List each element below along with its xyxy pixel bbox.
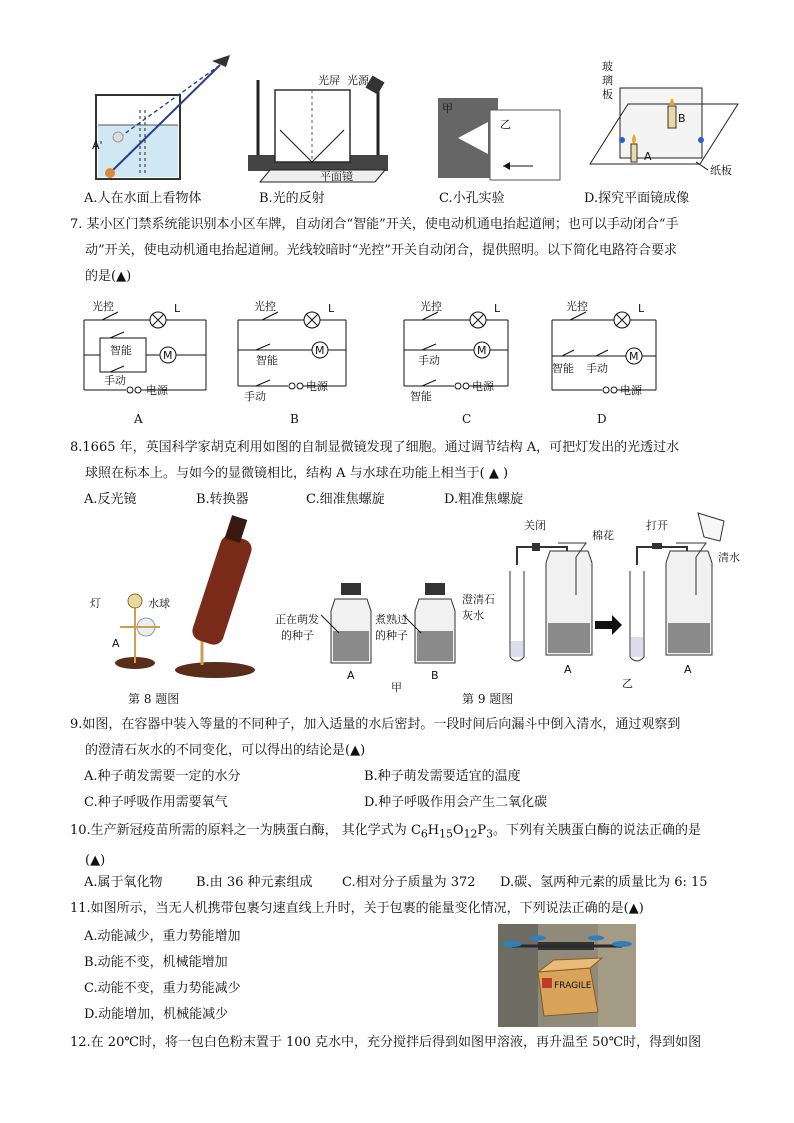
label-lime-1: 澄清石	[462, 593, 495, 606]
label-mirror: 平面镜	[320, 170, 353, 183]
q9-options-row-1	[84, 764, 521, 790]
label-a-jia: A	[347, 669, 355, 682]
label-l-c: L	[494, 302, 501, 315]
figure-drone-package	[498, 924, 636, 1027]
q10-option-c: C.相对分子质量为 372	[342, 875, 476, 890]
circuit-c	[402, 298, 532, 408]
label-lamp: 灯	[90, 597, 101, 610]
label-screen: 光屏	[318, 74, 340, 87]
q7-option-a: A	[134, 412, 143, 426]
label-glass-3: 板	[602, 88, 613, 101]
q10-o: O	[452, 823, 464, 838]
q10-options	[84, 870, 708, 896]
figure-seeds-jia	[275, 575, 490, 695]
circuit-a	[82, 298, 212, 398]
label-water-ball: 水球	[148, 597, 170, 610]
label-yi-fig9: 乙	[622, 677, 633, 690]
label-m-d: M	[629, 350, 639, 363]
fig9-caption: 第 9 题图	[462, 692, 514, 706]
q8-option-a: A.反光镜	[84, 492, 137, 507]
q7-option-b: B	[290, 412, 299, 426]
figure-plane-mirror	[588, 60, 753, 185]
label-smart-b: 智能	[256, 354, 278, 367]
label-fragile: FRAGILE	[554, 981, 592, 991]
label-germinating-2: 的种子	[281, 629, 314, 642]
label-power-c: 电源	[472, 380, 494, 393]
label-jia: 甲	[442, 102, 453, 115]
q10-option-a: A.属于氧化物	[84, 875, 163, 890]
q9-option-c: C.种子呼吸作用需要氧气	[84, 795, 228, 810]
label-source: 光源	[347, 74, 369, 87]
q8-option-c: C.细准焦螺旋	[306, 492, 385, 507]
label-manual-d: 手动	[586, 362, 608, 375]
q10-p: P	[477, 823, 487, 838]
q9-text-2: 的澄清石灰水的不同变化，可以得出的结论是(▲)	[85, 743, 366, 758]
label-paper: 纸板	[710, 164, 732, 177]
q11-option-c: C.动能不变，重力势能减少	[84, 981, 241, 996]
q7-option-c: C	[462, 412, 472, 426]
label-water: 清水	[718, 551, 740, 564]
label-power-a: 电源	[146, 384, 168, 397]
q10-option-d: D.碳、氢两种元素的质量比为 6: 15	[500, 875, 708, 890]
q7-text-3: 的是(▲)	[85, 269, 132, 284]
label-a-yi-2: A	[684, 663, 692, 676]
q10-sub-p: 3	[486, 827, 493, 841]
question-8	[70, 435, 730, 487]
label-m-b: M	[315, 344, 325, 357]
question-10	[70, 818, 730, 874]
q8-option-d: D.粗准焦螺旋	[444, 492, 524, 507]
q9-option-a: A.种子萌发需要一定的水分	[84, 769, 241, 784]
label-open: 打开	[646, 519, 668, 532]
question-7	[70, 212, 730, 290]
q10-option-b: B.由 36 种元素组成	[196, 875, 313, 890]
label-light-a: 光控	[92, 300, 114, 313]
q9-option-d: D.种子呼吸作用会产生二氧化碳	[364, 795, 548, 810]
question-12	[70, 1030, 730, 1056]
q6-option-b: B.光的反射	[259, 191, 325, 206]
label-manual-c: 手动	[418, 354, 440, 367]
q10-sub-o: 12	[463, 827, 478, 841]
q7-text-2: 动”开关，使电动机通电抬起道闸。光线较暗时“光控”开关自动闭合，提供照明。以下简化电路符合要求	[85, 243, 677, 258]
fig8-caption: 第 8 题图	[128, 692, 180, 706]
q10-sub-h: 15	[439, 827, 453, 841]
label-l-d: L	[638, 302, 645, 315]
label-smart-a: 智能	[110, 344, 132, 357]
q10-text-2: (▲)	[85, 852, 106, 868]
label-boiled-2: 的种子	[375, 629, 408, 642]
q12-text-1: 12.在 20℃时，将一包白色粉末置于 100 克水中，充分搅拌后得到如图甲溶液，再升温至 50℃时，得到如图	[70, 1035, 702, 1050]
q9-options-row-2	[84, 790, 547, 816]
q9-text-1: 9.如图，在容器中装入等量的不同种子，加入适量的水后密封。一段时间后向漏斗中倒入清水，通过观察到	[70, 717, 681, 732]
label-yi: 乙	[500, 118, 511, 131]
question-11	[70, 896, 730, 922]
label-manual-b: 手动	[244, 390, 266, 403]
figure-water-observation	[90, 55, 240, 185]
label-smart-c: 智能	[410, 390, 432, 403]
q6-option-c: C.小孔实验	[439, 191, 505, 206]
label-glass-1: 玻	[602, 60, 613, 73]
label-germinating-1: 正在萌发	[275, 613, 319, 626]
label-m-a: M	[163, 349, 173, 362]
label-m-c: M	[477, 344, 487, 357]
q8-options	[84, 487, 523, 513]
q9-option-b: B.种子萌发需要适宜的温度	[364, 769, 521, 784]
label-smart-d: 智能	[552, 362, 574, 375]
figure-light-reflection	[240, 60, 400, 185]
label-jia-fig9: 甲	[391, 681, 402, 694]
label-a: A	[644, 150, 652, 163]
q11-option-d: D.动能增加，机械能减少	[84, 1007, 229, 1022]
q11-text-1: 11.如图所示，当无人机携带包裹匀速直线上升时，关于包裹的能量变化情况，下列说法正确的是(▲)	[70, 901, 644, 916]
q8-text-2: 球照在标本上。与如今的显微镜相比，结构 A 与水球在功能上相当于( ▲ )	[85, 466, 509, 481]
label-light-b: 光控	[254, 300, 276, 313]
label-manual-a: 手动	[104, 374, 126, 387]
q10-sub-c: 6	[420, 827, 428, 841]
q7-text-1: 7. 某小区门禁系统能识别本小区车牌，自动闭合“智能”开关，使电动机通电抬起道闸；也可以手动闭合“手	[70, 217, 679, 232]
label-a-prime: A'	[92, 139, 103, 152]
label-l-a: L	[174, 302, 181, 315]
circuit-b	[236, 298, 366, 408]
figure-pinhole	[438, 98, 568, 188]
q6-option-a: A.人在水面上看物体	[84, 191, 202, 206]
q6-option-d: D.探究平面镜成像	[584, 191, 690, 206]
label-boiled-1: 煮熟过	[375, 613, 408, 626]
label-glass-2: 璃	[602, 74, 613, 87]
label-b-jia: B	[431, 669, 439, 682]
label-structure-a: A	[112, 637, 120, 650]
q10-h: H	[427, 823, 440, 838]
q11-option-a: A.动能减少，重力势能增加	[84, 929, 241, 944]
label-b: B	[678, 112, 686, 125]
figure-seeds-yi	[462, 505, 740, 690]
label-light-c: 光控	[420, 300, 442, 313]
q7-option-d: D	[597, 412, 607, 426]
q10-text-pre: 10.生产新冠疫苗所需的原料之一为胰蛋白酶， 其化学式为 C	[70, 823, 421, 838]
label-power-b: 电源	[306, 380, 328, 393]
figure-hooke-microscope	[90, 515, 280, 690]
q10-text-post: 。下列有关胰蛋白酶的说法正确的是	[493, 823, 702, 838]
label-cotton: 棉花	[592, 529, 614, 542]
label-lime-2: 灰水	[462, 609, 484, 622]
circuit-d	[550, 298, 680, 398]
question-9	[70, 712, 730, 764]
q6-options	[84, 186, 689, 212]
q8-text-1: 8.1665 年，英国科学家胡克利用如图的自制显微镜发现了细胞。通过调节结构 A，可把灯发出的光透过水	[70, 440, 680, 455]
label-light-d: 光控	[566, 300, 588, 313]
label-close: 关闭	[524, 519, 546, 532]
label-l-b: L	[328, 302, 335, 315]
label-a-yi-1: A	[564, 663, 572, 676]
label-power-d: 电源	[620, 384, 642, 397]
q11-option-b: B.动能不变，机械能增加	[84, 955, 228, 970]
q8-option-b: B.转换器	[196, 492, 249, 507]
q10-text-1	[70, 818, 730, 848]
